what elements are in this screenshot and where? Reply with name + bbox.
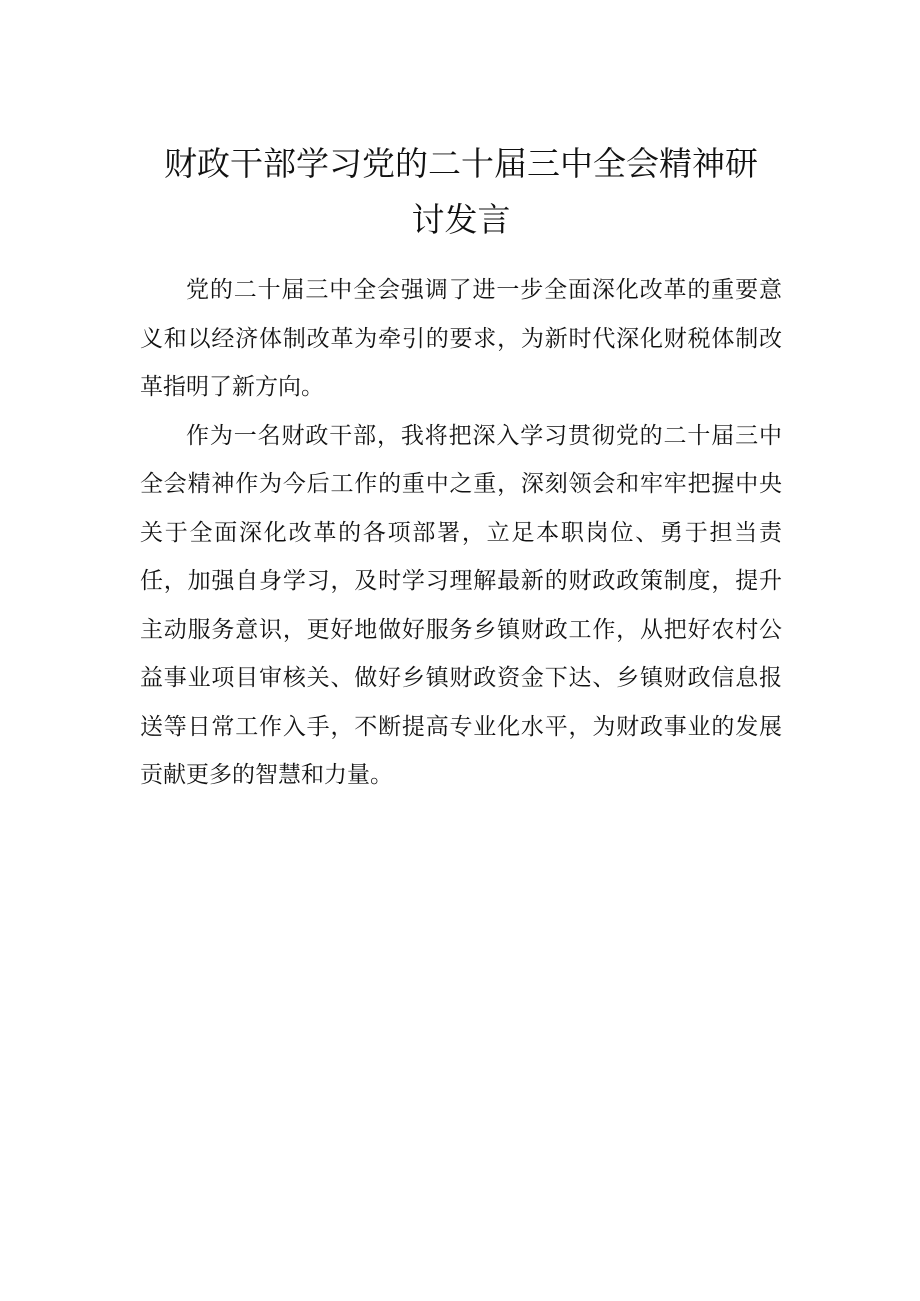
paragraph-1: 党的二十届三中全会强调了进一步全面深化改革的重要意义和以经济体制改革为牵引的要求，为新时代深化财税体制改革指明了新方向。	[140, 277, 782, 400]
title-line-1: 财政干部学习党的二十届三中全会精神研	[164, 144, 758, 183]
document-title	[140, 136, 782, 248]
title-line-2: 讨发言	[411, 200, 511, 239]
paragraph-2: 作为一名财政干部，我将把深入学习贯彻党的二十届三中全会精神作为今后工作的重中之重，深刻领会和牢牢把握中央关于全面深化改革的各项部署，立足本职岗位、勇于担当责任，加强自身学习，及时学习理解最新的财政政策制度，提升主动服务意识，更好地做好服务乡镇财政工作，从把好农村公益事业项目审核关、做好乡镇财政资金下达、乡镇财政信息报送等日常工作入手，不断提高专业化水平，为财政事业的发展贡献更多的智慧和力量。	[140, 422, 782, 788]
document-body	[140, 266, 782, 800]
